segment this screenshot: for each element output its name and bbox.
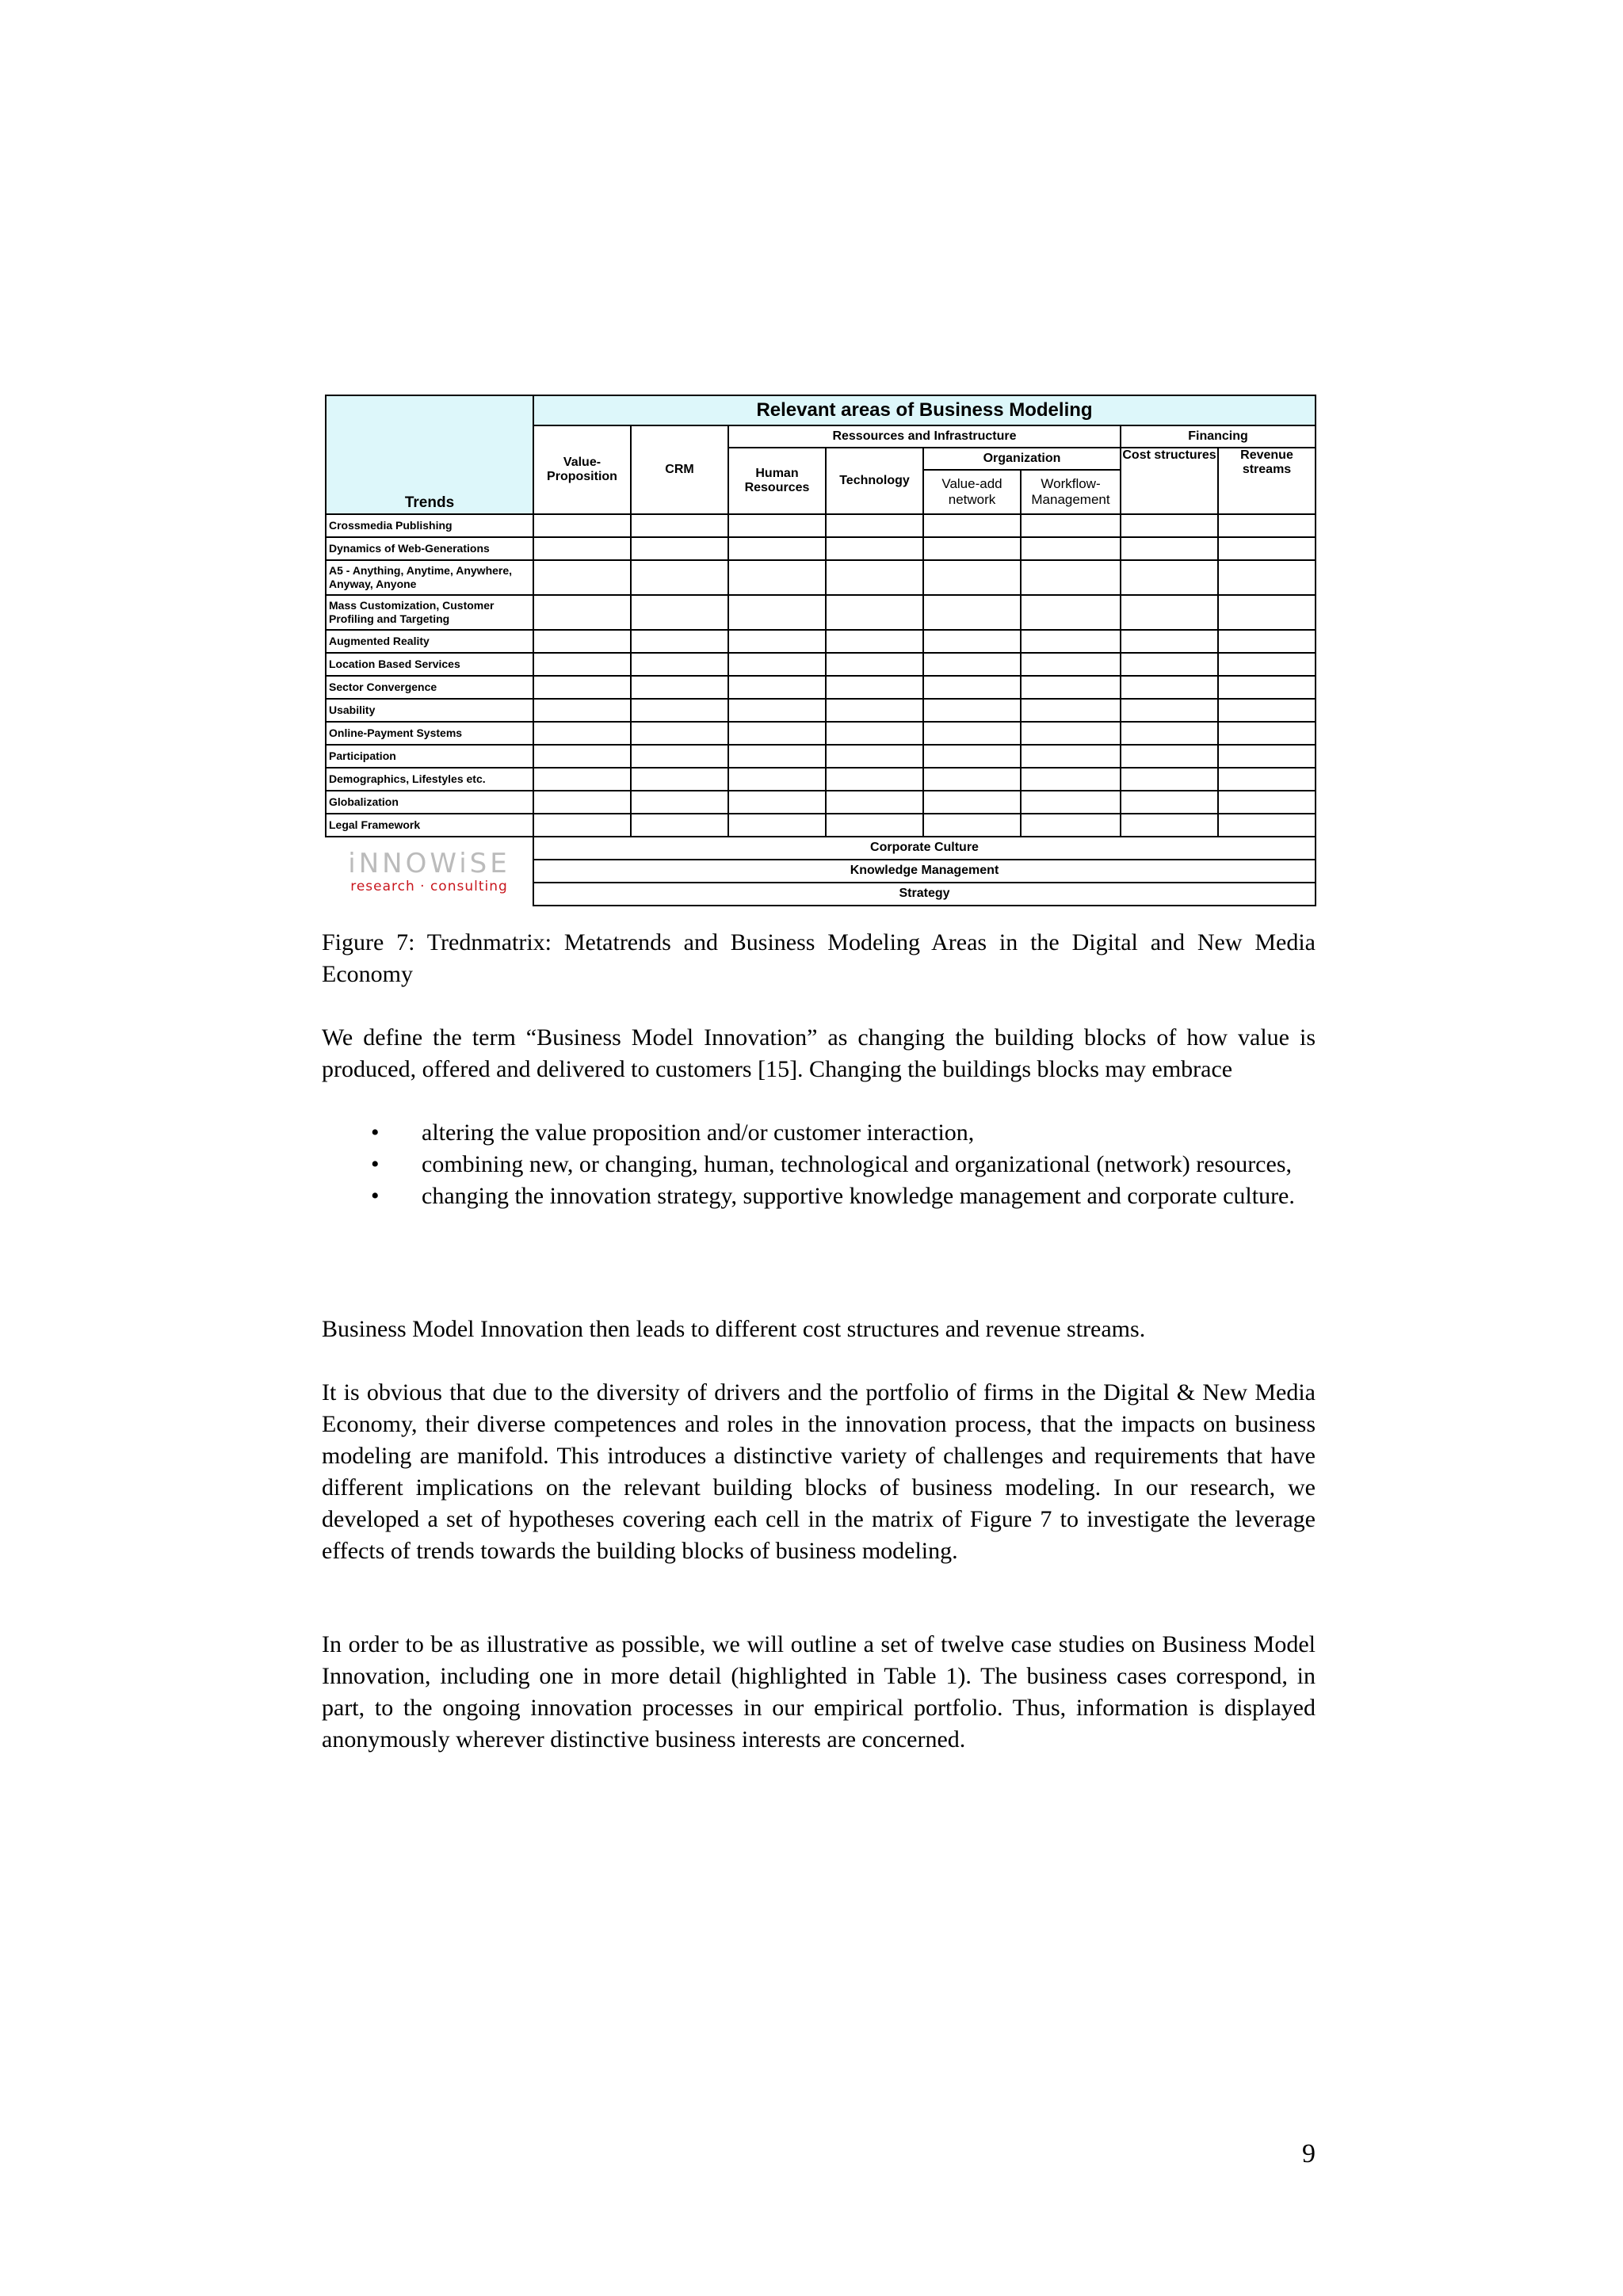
bottom-band-row: Knowledge Management xyxy=(533,860,1316,883)
matrix-cell xyxy=(826,560,923,595)
matrix-cell xyxy=(1218,595,1316,630)
matrix-cell xyxy=(1021,676,1121,699)
matrix-cell xyxy=(826,814,923,837)
matrix-cell xyxy=(923,814,1021,837)
group-organization: Organization xyxy=(923,448,1121,470)
matrix-cell xyxy=(631,514,728,537)
matrix-cell xyxy=(1121,791,1218,814)
list-item: • changing the innovation strategy, supportive knowledge management and corporate culture. xyxy=(322,1180,1316,1212)
matrix-cell xyxy=(923,745,1021,768)
matrix-cell xyxy=(826,653,923,676)
matrix-cell xyxy=(533,653,631,676)
trend-matrix-figure xyxy=(325,395,1316,906)
matrix-cell xyxy=(728,814,826,837)
paragraph-diversity: It is obvious that due to the diversity of drivers and the portfolio of firms in the Digital & New Media Economy, their diverse competences and roles in the innovation process, that the impacts on business modeling are manifold. This introduces a distinctive variety of challenges and requirements that have different implications on the relevant building blocks of business modeling. In our research, we developed a set of hypotheses covering each cell in the matrix of Figure 7 to investigate the leverage effects of trends towards the building blocks of business modeling. xyxy=(322,1379,1316,1564)
list-item: • altering the value proposition and/or customer interaction, xyxy=(322,1117,1316,1149)
paragraph-case-studies: In order to be as illustrative as possible, we will outline a set of twelve case studies on Business Model Innovation, including one in more detail (highlighted in Table 1). The business cases correspond, in part, to the ongoing innovation processes in our empirical portfolio. Thus, information is displayed anonymously wherever distinctive business interests are concerned. xyxy=(322,1631,1316,1753)
matrix-cell xyxy=(533,768,631,791)
trend-label: Augmented Reality xyxy=(326,630,533,653)
matrix-cell xyxy=(923,653,1021,676)
group-resources: Ressources and Infrastructure xyxy=(728,425,1121,448)
table-row xyxy=(326,722,1316,745)
matrix-cell xyxy=(826,537,923,560)
table-row xyxy=(326,560,1316,595)
matrix-cell xyxy=(631,676,728,699)
trend-label: Online-Payment Systems xyxy=(326,722,533,745)
matrix-cell xyxy=(533,560,631,595)
matrix-cell xyxy=(923,791,1021,814)
col-crm: CRM xyxy=(631,425,728,514)
col-technology: Technology xyxy=(826,448,923,514)
matrix-cell xyxy=(1021,653,1121,676)
bullet-icon: • xyxy=(371,1183,380,1209)
matrix-cell xyxy=(631,630,728,653)
matrix-cell xyxy=(1218,768,1316,791)
matrix-cell xyxy=(1218,653,1316,676)
matrix-cell xyxy=(728,791,826,814)
matrix-cell xyxy=(728,630,826,653)
matrix-cell xyxy=(923,699,1021,722)
matrix-cell xyxy=(1121,745,1218,768)
list-item: • combining new, or changing, human, technological and organizational (network) resources, xyxy=(322,1149,1316,1180)
matrix-cell xyxy=(1021,722,1121,745)
matrix-cell xyxy=(1218,814,1316,837)
matrix-cell xyxy=(631,791,728,814)
trend-label: Legal Framework xyxy=(326,814,533,837)
trend-label: Demographics, Lifestyles etc. xyxy=(326,768,533,791)
table-row xyxy=(326,768,1316,791)
matrix-cell xyxy=(1218,791,1316,814)
table-row xyxy=(326,837,1316,860)
matrix-cell xyxy=(1218,676,1316,699)
matrix-cell xyxy=(923,676,1021,699)
innowise-logo xyxy=(326,837,533,906)
matrix-cell xyxy=(728,560,826,595)
trend-label: Crossmedia Publishing xyxy=(326,514,533,537)
table-row xyxy=(326,653,1316,676)
matrix-cell xyxy=(923,537,1021,560)
bottom-band-row: Corporate Culture xyxy=(533,837,1316,860)
matrix-cell xyxy=(631,814,728,837)
matrix-cell xyxy=(1121,699,1218,722)
table-row xyxy=(326,699,1316,722)
matrix-cell xyxy=(1021,791,1121,814)
matrix-cell xyxy=(1121,630,1218,653)
matrix-cell xyxy=(1121,768,1218,791)
matrix-cell xyxy=(1218,630,1316,653)
matrix-cell xyxy=(1121,560,1218,595)
matrix-cell xyxy=(728,745,826,768)
matrix-cell xyxy=(826,791,923,814)
table-row xyxy=(326,630,1316,653)
matrix-cell xyxy=(923,595,1021,630)
matrix-cell xyxy=(826,768,923,791)
matrix-cell xyxy=(1021,699,1121,722)
matrix-cell xyxy=(728,595,826,630)
col-cost-structures: Cost structures xyxy=(1121,448,1218,514)
matrix-cell xyxy=(923,630,1021,653)
matrix-cell xyxy=(1121,722,1218,745)
matrix-cell xyxy=(631,699,728,722)
matrix-cell xyxy=(826,745,923,768)
matrix-cell xyxy=(826,630,923,653)
matrix-cell xyxy=(1121,595,1218,630)
matrix-cell xyxy=(1218,514,1316,537)
matrix-cell xyxy=(533,630,631,653)
bullet-list xyxy=(322,1117,1316,1212)
matrix-cell xyxy=(631,722,728,745)
paragraph-cost-revenue: Business Model Innovation then leads to different cost structures and revenue streams. xyxy=(322,1316,1146,1342)
matrix-cell xyxy=(533,514,631,537)
matrix-cell xyxy=(631,537,728,560)
trend-label: A5 - Anything, Anytime, Anywhere, Anyway, Anyone xyxy=(326,560,533,595)
trend-label: Dynamics of Web-Generations xyxy=(326,537,533,560)
matrix-cell xyxy=(1218,745,1316,768)
matrix-cell xyxy=(631,560,728,595)
logo-brand: iNNOWiSE xyxy=(348,847,510,879)
matrix-cell xyxy=(1021,768,1121,791)
matrix-cell xyxy=(1021,514,1121,537)
matrix-cell xyxy=(1121,514,1218,537)
figure-caption: Figure 7: Trednmatrix: Metatrends and Business Modeling Areas in the Digital and New Media Economy xyxy=(322,929,1316,987)
matrix-cell xyxy=(826,676,923,699)
matrix-cell xyxy=(1121,653,1218,676)
paragraph-definition: We define the term “Business Model Innovation” as changing the building blocks of how value is produced, offered and delivered to customers [15]. Changing the buildings blocks may embrace xyxy=(322,1024,1316,1082)
matrix-cell xyxy=(631,745,728,768)
matrix-cell xyxy=(1021,595,1121,630)
matrix-cell xyxy=(1021,630,1121,653)
group-financing: Financing xyxy=(1121,425,1316,448)
logo-tagline: research · consulting xyxy=(350,878,508,894)
trend-label: Globalization xyxy=(326,791,533,814)
matrix-cell xyxy=(728,676,826,699)
bullet-icon: • xyxy=(371,1119,380,1146)
matrix-cell xyxy=(1121,814,1218,837)
matrix-cell xyxy=(923,514,1021,537)
matrix-cell xyxy=(533,595,631,630)
bullet-icon: • xyxy=(371,1151,380,1177)
table-row xyxy=(326,791,1316,814)
matrix-cell xyxy=(533,745,631,768)
col-revenue-streams: Revenue streams xyxy=(1218,448,1316,514)
table-row xyxy=(326,537,1316,560)
trend-label: Location Based Services xyxy=(326,653,533,676)
matrix-cell xyxy=(923,722,1021,745)
matrix-cell xyxy=(1121,676,1218,699)
trend-label: Participation xyxy=(326,745,533,768)
matrix-cell xyxy=(631,653,728,676)
matrix-cell xyxy=(826,699,923,722)
matrix-cell xyxy=(728,699,826,722)
matrix-cell xyxy=(1218,537,1316,560)
table-row xyxy=(326,745,1316,768)
col-value-add-network: Value-add network xyxy=(923,470,1021,514)
matrix-cell xyxy=(1021,814,1121,837)
trend-label: Sector Convergence xyxy=(326,676,533,699)
matrix-cell xyxy=(728,768,826,791)
col-human-resources: Human Resources xyxy=(728,448,826,514)
matrix-title: Relevant areas of Business Modeling xyxy=(533,395,1316,425)
trends-header: Trends xyxy=(326,395,533,514)
matrix-cell xyxy=(826,595,923,630)
col-value-proposition: Value-Proposition xyxy=(533,425,631,514)
matrix-cell xyxy=(1021,537,1121,560)
matrix-cell xyxy=(631,768,728,791)
matrix-cell xyxy=(631,595,728,630)
page-number: 9 xyxy=(1302,2139,1316,2168)
matrix-cell xyxy=(728,722,826,745)
matrix-cell xyxy=(728,537,826,560)
matrix-cell xyxy=(1218,699,1316,722)
col-workflow-management: Workflow-Management xyxy=(1021,470,1121,514)
matrix-cell xyxy=(533,722,631,745)
bottom-band-row: Strategy xyxy=(533,883,1316,906)
matrix-cell xyxy=(1021,560,1121,595)
matrix-cell xyxy=(728,514,826,537)
matrix-cell xyxy=(533,676,631,699)
table-row xyxy=(326,814,1316,837)
matrix-cell xyxy=(533,814,631,837)
matrix-cell xyxy=(826,722,923,745)
matrix-cell xyxy=(1218,560,1316,595)
trend-label: Mass Customization, Customer Profiling and Targeting xyxy=(326,595,533,630)
matrix-cell xyxy=(533,699,631,722)
table-row xyxy=(326,595,1316,630)
table-row xyxy=(326,514,1316,537)
trend-label: Usability xyxy=(326,699,533,722)
matrix-cell xyxy=(1218,722,1316,745)
matrix-cell xyxy=(923,768,1021,791)
matrix-cell xyxy=(1021,745,1121,768)
matrix-cell xyxy=(923,560,1021,595)
table-row xyxy=(326,676,1316,699)
matrix-cell xyxy=(1121,537,1218,560)
matrix-cell xyxy=(533,537,631,560)
matrix-cell xyxy=(533,791,631,814)
matrix-cell xyxy=(728,653,826,676)
matrix-cell xyxy=(826,514,923,537)
